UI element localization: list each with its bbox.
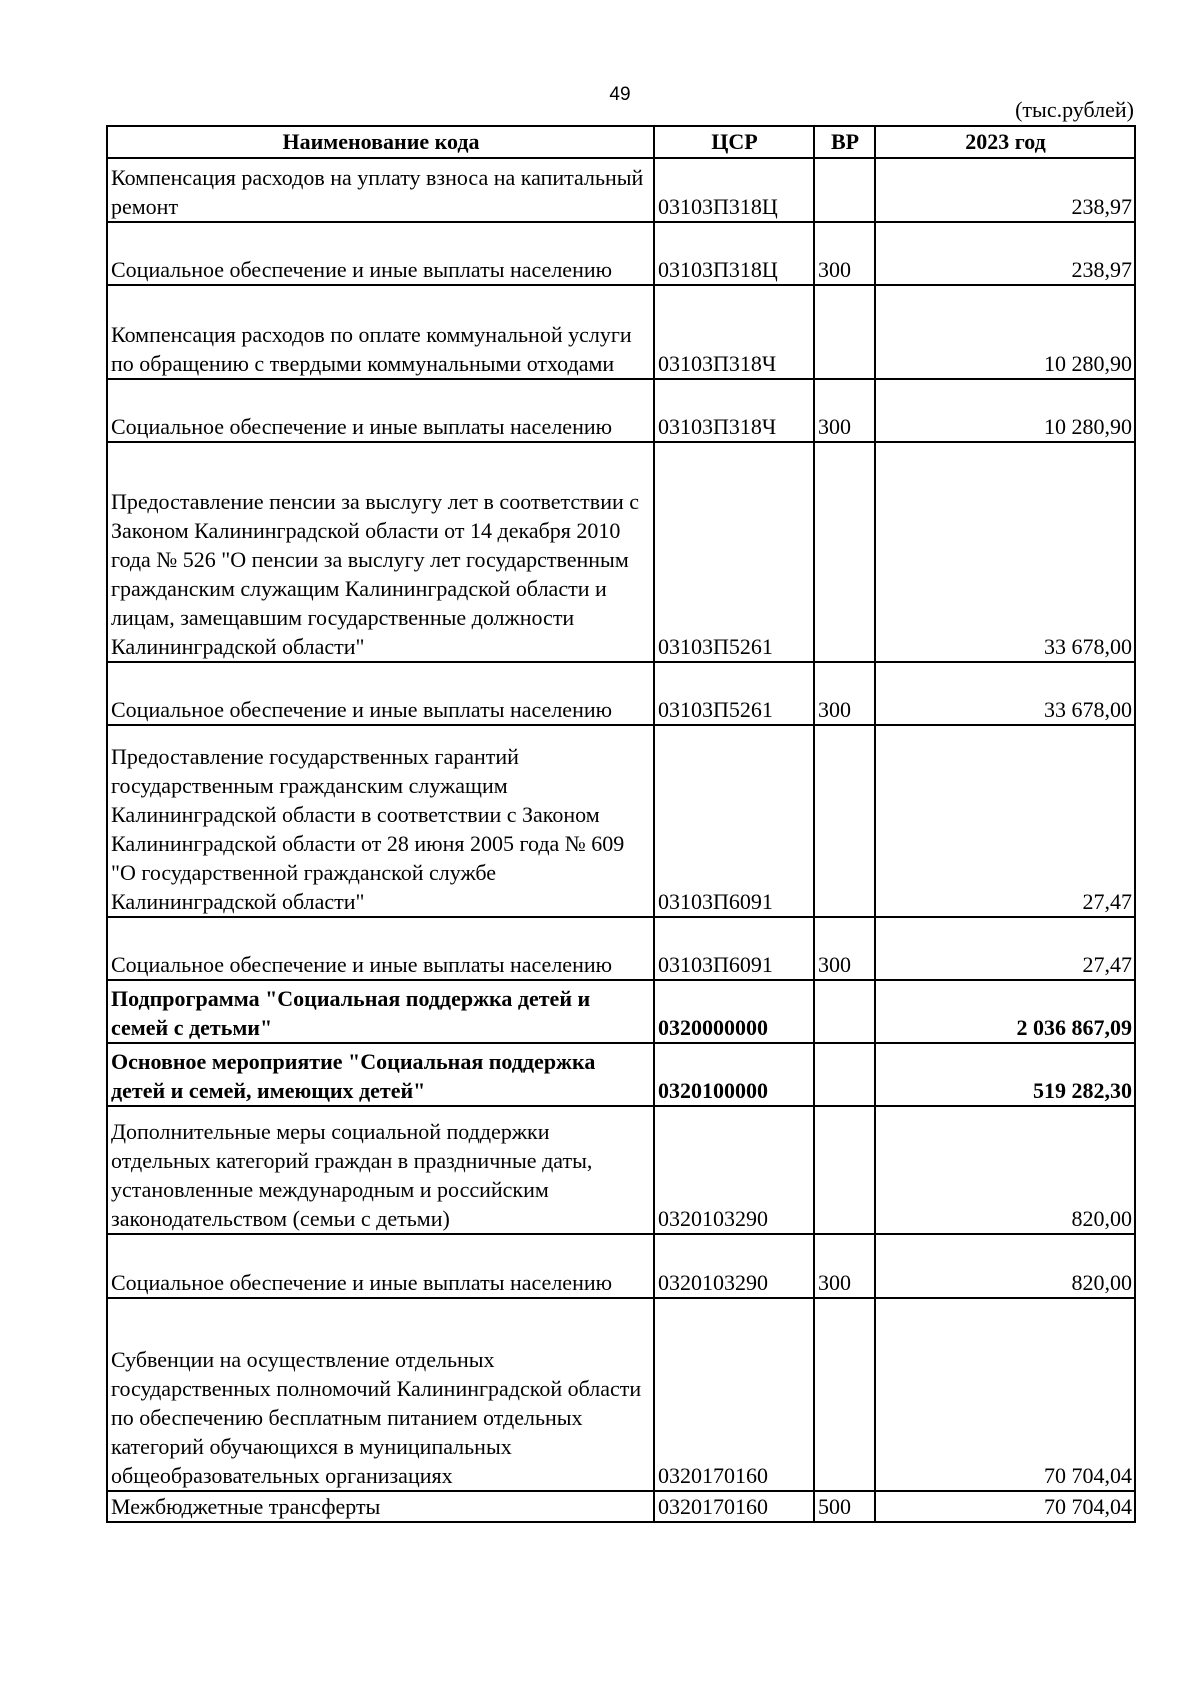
row-amount: 519 282,30 — [875, 1043, 1135, 1106]
row-amount: 27,47 — [875, 917, 1135, 980]
row-csr: 0320103290 — [654, 1234, 814, 1298]
row-csr: 0320100000 — [654, 1043, 814, 1106]
row-csr: 03103П5261 — [654, 442, 814, 662]
row-vr: 300 — [814, 1234, 875, 1298]
row-name: Социальное обеспечение и иные выплаты населению — [107, 379, 654, 442]
table-row — [107, 222, 1135, 285]
row-csr: 03103П6091 — [654, 917, 814, 980]
row-csr: 03103П318Ц — [654, 222, 814, 285]
table-row — [107, 1234, 1135, 1298]
row-vr — [814, 442, 875, 662]
row-amount: 2 036 867,09 — [875, 980, 1135, 1043]
row-vr — [814, 725, 875, 917]
table-row — [107, 980, 1135, 1043]
row-name: Основное мероприятие "Социальная поддержка детей и семей, имеющих детей" — [107, 1043, 654, 1106]
row-amount: 820,00 — [875, 1106, 1135, 1234]
row-csr: 0320170160 — [654, 1298, 814, 1491]
row-vr: 300 — [814, 662, 875, 725]
row-name: Дополнительные меры социальной поддержки отдельных категорий граждан в праздничные даты, установленные международным и российским законодательством (семьи с детьми) — [107, 1106, 654, 1234]
table-row — [107, 1491, 1135, 1522]
row-csr: 0320000000 — [654, 980, 814, 1043]
table-row — [107, 1106, 1135, 1234]
table-row — [107, 917, 1135, 980]
table-row — [107, 725, 1135, 917]
row-vr — [814, 1298, 875, 1491]
row-csr: 03103П318Ц — [654, 158, 814, 222]
row-amount: 820,00 — [875, 1234, 1135, 1298]
row-vr — [814, 1106, 875, 1234]
row-amount: 70 704,04 — [875, 1491, 1135, 1522]
header-csr: ЦСР — [654, 126, 814, 158]
row-amount: 33 678,00 — [875, 662, 1135, 725]
row-csr: 03103П5261 — [654, 662, 814, 725]
row-name: Межбюджетные трансферты — [107, 1491, 654, 1522]
row-amount: 10 280,90 — [875, 379, 1135, 442]
table-row — [107, 442, 1135, 662]
row-name: Предоставление пенсии за выслугу лет в соответствии с Законом Калининградской области от 14 декабря 2010 года № 526 "О пенсии за выслугу лет государственным гражданским служащим Калининградской области и лицам, замещавшим государственные должности Калининградской области" — [107, 442, 654, 662]
row-name: Социальное обеспечение и иные выплаты населению — [107, 1234, 654, 1298]
row-name: Социальное обеспечение и иные выплаты населению — [107, 662, 654, 725]
row-name: Компенсация расходов по оплате коммунальной услуги по обращению с твердыми коммунальными отходами — [107, 285, 654, 379]
table-row — [107, 662, 1135, 725]
page-number: 49 — [609, 84, 631, 105]
row-name: Компенсация расходов на уплату взноса на капитальный ремонт — [107, 158, 654, 222]
header-vr: ВР — [814, 126, 875, 158]
row-name: Социальное обеспечение и иные выплаты населению — [107, 222, 654, 285]
row-name: Подпрограмма "Социальная поддержка детей и семей с детьми" — [107, 980, 654, 1043]
table-row — [107, 158, 1135, 222]
header-amount: 2023 год — [875, 126, 1135, 158]
row-csr: 0320170160 — [654, 1491, 814, 1522]
row-vr: 300 — [814, 917, 875, 980]
row-name: Социальное обеспечение и иные выплаты населению — [107, 917, 654, 980]
row-amount: 238,97 — [875, 222, 1135, 285]
table-row — [107, 1043, 1135, 1106]
units-label: (тыс.рублей) — [1015, 97, 1134, 122]
table-row — [107, 285, 1135, 379]
row-name: Предоставление государственных гарантий государственным гражданским служащим Калининградской области в соответствии с Законом Калининградской области от 28 июня 2005 года № 609 "О государственной гражданской службе Калининградской области" — [107, 725, 654, 917]
row-vr: 300 — [814, 379, 875, 442]
row-amount: 33 678,00 — [875, 442, 1135, 662]
budget-table — [106, 125, 1136, 1523]
row-vr — [814, 980, 875, 1043]
row-name: Субвенции на осуществление отдельных государственных полномочий Калининградской области по обеспечению бесплатным питанием отдельных категорий обучающихся в муниципальных общеобразовательных организациях — [107, 1298, 654, 1491]
header-name: Наименование кода — [107, 126, 654, 158]
row-amount: 238,97 — [875, 158, 1135, 222]
row-vr — [814, 1043, 875, 1106]
row-vr: 300 — [814, 222, 875, 285]
row-csr: 0320103290 — [654, 1106, 814, 1234]
row-amount: 27,47 — [875, 725, 1135, 917]
row-vr: 500 — [814, 1491, 875, 1522]
row-amount: 70 704,04 — [875, 1298, 1135, 1491]
row-amount: 10 280,90 — [875, 285, 1135, 379]
row-csr: 03103П318Ч — [654, 379, 814, 442]
row-csr: 03103П6091 — [654, 725, 814, 917]
table-row — [107, 379, 1135, 442]
row-vr — [814, 285, 875, 379]
row-csr: 03103П318Ч — [654, 285, 814, 379]
row-vr — [814, 158, 875, 222]
table-header-row — [107, 126, 1135, 158]
table-row — [107, 1298, 1135, 1491]
